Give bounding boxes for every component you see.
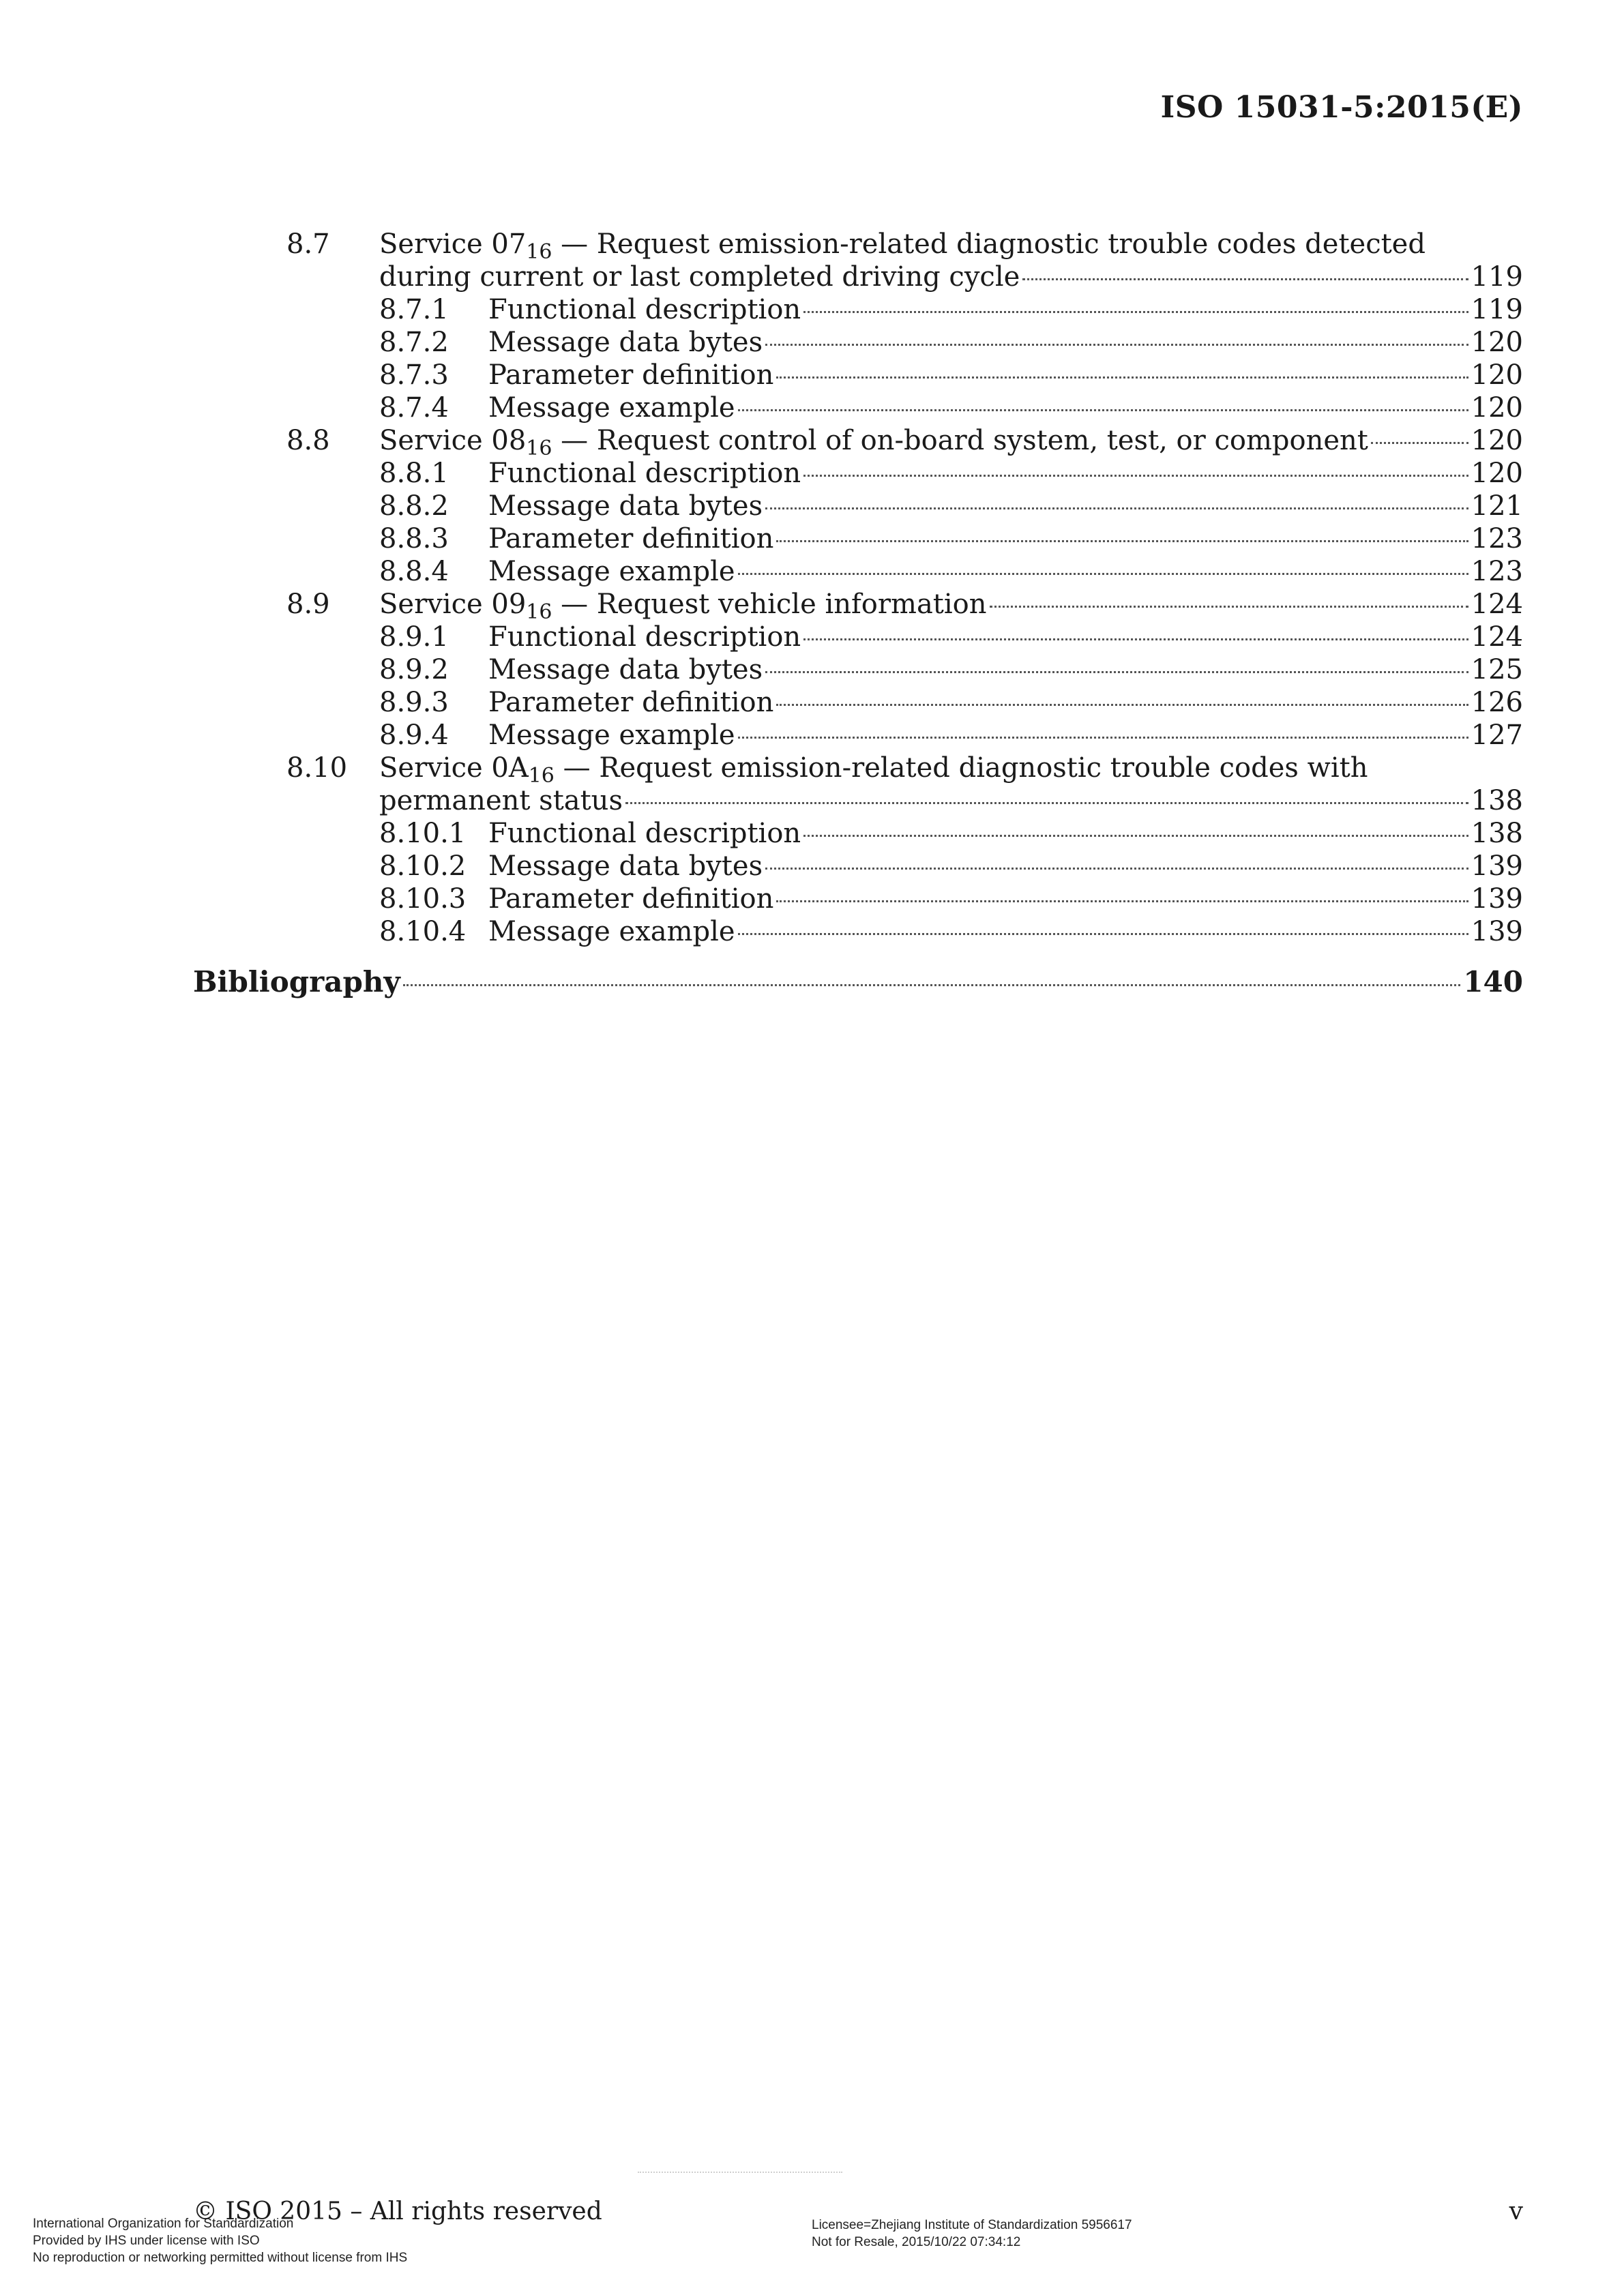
toc-title: Parameter definition (488, 359, 774, 391)
toc-number: 8.10.3 (379, 883, 467, 915)
toc-title: Message data bytes (488, 654, 763, 685)
toc-number: 8.7.4 (379, 392, 449, 424)
dot-leader (803, 835, 1468, 837)
toc-page-number: 120 (1471, 425, 1523, 456)
toc-entry-8-8[interactable] (286, 424, 1523, 460)
dot-leader (990, 606, 1468, 608)
dot-leader (1371, 442, 1468, 444)
toc-page-number: 123 (1471, 523, 1523, 554)
toc-number: 8.10.1 (379, 818, 467, 849)
toc-number: 8.9 (286, 589, 330, 620)
toc-entry-8-7[interactable] (286, 228, 1523, 264)
toc-title: Functional description (488, 294, 801, 325)
toc-number: 8.9.3 (379, 687, 449, 718)
dot-leader (738, 737, 1468, 739)
dot-leader (403, 984, 1461, 986)
toc-page-number: 123 (1471, 556, 1523, 587)
license-stamp-left (33, 2215, 407, 2266)
toc-title: Functional description (488, 818, 801, 849)
document-id: ISO 15031-5:2015(E) (1160, 90, 1523, 125)
toc-page-number: 125 (1471, 654, 1523, 685)
dot-leader (803, 311, 1468, 313)
scan-artifact (638, 2167, 842, 2173)
dot-leader (738, 573, 1468, 575)
toc-page-number: 121 (1471, 490, 1523, 522)
toc-page-number: 138 (1471, 818, 1523, 849)
toc-title: Message example (488, 916, 735, 947)
toc-page-number: 139 (1471, 883, 1523, 915)
toc-entry-8-8-4[interactable] (379, 555, 1523, 588)
stamp-line: Provided by IHS under license with ISO (33, 2234, 260, 2248)
toc-entry-8-10-continued[interactable] (379, 784, 1523, 817)
page-number: v (1509, 2197, 1523, 2225)
toc-page-number: 126 (1471, 687, 1523, 718)
license-stamp-right (812, 2217, 1132, 2251)
toc-page-number: 120 (1471, 392, 1523, 424)
toc-page-number: 120 (1471, 458, 1523, 489)
toc-title: Message data bytes (488, 490, 763, 522)
toc-title: Functional description (488, 458, 801, 489)
toc-entry-8-10-4[interactable] (379, 915, 1523, 948)
toc-title: Service $07_{16}$ — Request emission-related diagnostic trouble codes detected (379, 228, 1426, 264)
dot-leader (765, 671, 1468, 673)
toc-page-number: 119 (1471, 294, 1523, 325)
toc-number: 8.10.2 (379, 850, 467, 882)
dot-leader (625, 802, 1468, 804)
stamp-line: No reproduction or networking permitted without license from IHS (33, 2251, 408, 2265)
toc-page-number: 124 (1471, 589, 1523, 620)
stamp-line: Not for Resale, 2015/10/22 07:34:12 (812, 2235, 1021, 2249)
toc-page-number: 140 (1463, 965, 1523, 998)
toc-number: 8.9.2 (379, 654, 449, 685)
dot-leader (1022, 278, 1468, 280)
toc-title: Service $0A_{16}$ — Request emission-related diagnostic trouble codes with (379, 752, 1368, 788)
toc-entry-8-8-3[interactable] (379, 522, 1523, 555)
toc-page-number: 139 (1471, 916, 1523, 947)
toc-title: Message data bytes (488, 850, 763, 882)
dot-leader (738, 409, 1468, 411)
toc-number: 8.7.2 (379, 327, 449, 358)
toc-number: 8.8.3 (379, 523, 449, 554)
dot-leader (776, 900, 1468, 902)
toc-entry-8-8-1[interactable] (379, 457, 1523, 490)
toc-entry-8-10[interactable] (286, 752, 1523, 788)
toc-title: Message data bytes (488, 327, 763, 358)
toc-title: Parameter definition (488, 523, 774, 554)
toc-title: Service $09_{16}$ — Request vehicle information (379, 589, 987, 624)
stamp-line: Licensee=Zhejiang Institute of Standardization 5956617 (812, 2218, 1132, 2232)
toc-entry-8-9[interactable] (286, 588, 1523, 624)
toc-title: during current or last completed driving cycle (379, 261, 1020, 293)
dot-leader (738, 933, 1468, 935)
toc-number: 8.10 (286, 752, 348, 784)
toc-title: Parameter definition (488, 883, 774, 915)
toc-entry-8-10-2[interactable] (379, 850, 1523, 883)
toc-page-number: 119 (1471, 261, 1523, 293)
toc-entry-8-9-3[interactable] (379, 686, 1523, 719)
dot-leader (803, 475, 1468, 477)
toc-entry-8-10-3[interactable] (379, 883, 1523, 915)
toc-entry-8-7-3[interactable] (379, 359, 1523, 391)
toc-entry-8-9-1[interactable] (379, 621, 1523, 653)
toc-title: Service $08_{16}$ — Request control of on-board system, test, or component (379, 425, 1368, 460)
toc-title: Functional description (488, 621, 801, 653)
toc-title: Parameter definition (488, 687, 774, 718)
toc-number: 8.9.1 (379, 621, 449, 653)
toc-entry-8-7-2[interactable] (379, 326, 1523, 359)
toc-number: 8.7.1 (379, 294, 449, 325)
copyright-notice: © ISO 2015 – All rights reserved (193, 2197, 602, 2225)
toc-entry-8-8-2[interactable] (379, 490, 1523, 522)
stamp-line: International Organization for Standardization (33, 2217, 294, 2231)
toc-number: 8.7 (286, 228, 330, 260)
toc-number: 8.9.4 (379, 720, 449, 751)
toc-title: Message example (488, 720, 735, 751)
toc-page-number: 139 (1471, 850, 1523, 882)
toc-title: Message example (488, 556, 735, 587)
toc-page-number: 120 (1471, 327, 1523, 358)
toc-entry-8-7-1[interactable] (379, 293, 1523, 326)
dot-leader (776, 704, 1468, 706)
toc-number: 8.8.1 (379, 458, 449, 489)
dot-leader (776, 540, 1468, 542)
toc-page-number: 138 (1471, 785, 1523, 816)
dot-leader (765, 344, 1468, 346)
toc-number: 8.7.3 (379, 359, 449, 391)
dot-leader (765, 507, 1468, 509)
toc-entry-8-9-4[interactable] (379, 719, 1523, 752)
dot-leader (776, 376, 1468, 379)
toc-number: 8.8.2 (379, 490, 449, 522)
toc-page-number: 120 (1471, 359, 1523, 391)
toc-entry-8-7-4[interactable] (379, 391, 1523, 424)
toc-title: permanent status (379, 785, 623, 816)
toc-number: 8.10.4 (379, 916, 467, 947)
toc-page-number: 127 (1471, 720, 1523, 751)
toc-number: 8.8.4 (379, 556, 449, 587)
toc-title: Bibliography (193, 965, 400, 998)
toc-entry-8-7-continued[interactable] (379, 261, 1523, 293)
toc-page-number: 124 (1471, 621, 1523, 653)
toc-entry-8-9-2[interactable] (379, 653, 1523, 686)
dot-leader (803, 638, 1468, 640)
toc-number: 8.8 (286, 425, 330, 456)
dot-leader (765, 868, 1468, 870)
toc-entry-8-10-1[interactable] (379, 817, 1523, 850)
toc-entry-bibliography[interactable] (193, 966, 1523, 998)
toc-title: Message example (488, 392, 735, 424)
